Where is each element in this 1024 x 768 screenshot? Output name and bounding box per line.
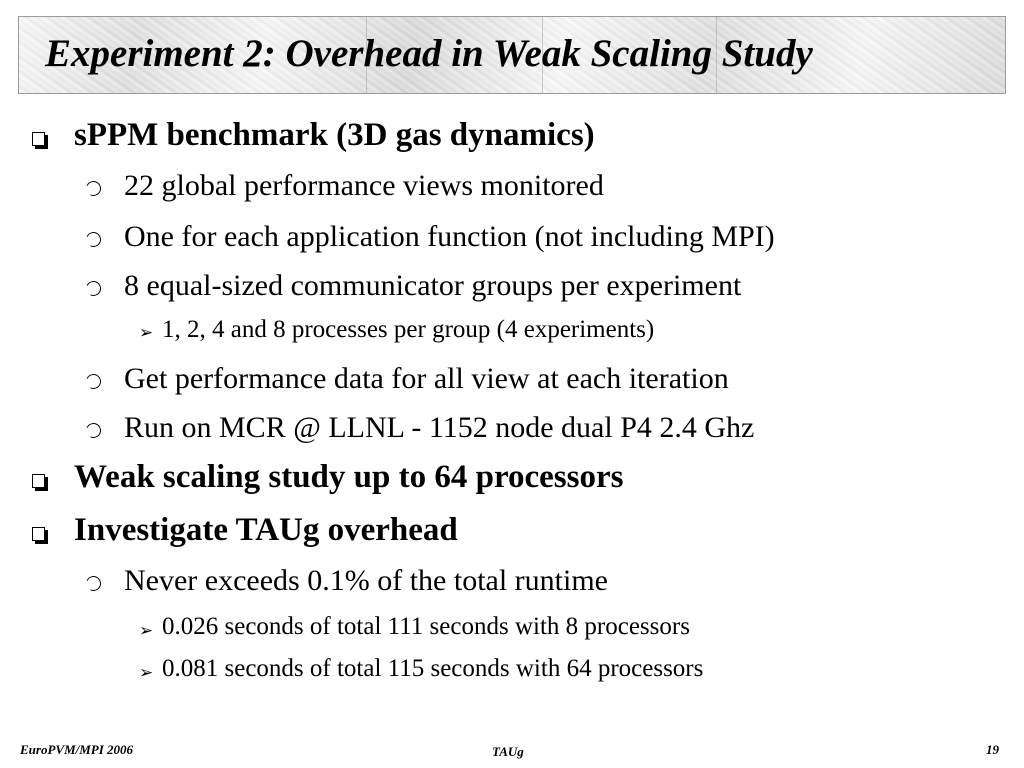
bullet-level-3: 0.081 seconds of total 115 seconds with 64 processors <box>162 655 704 682</box>
square-checkbox-bullet-icon <box>32 474 45 488</box>
open-circle-bullet-icon <box>84 279 103 298</box>
bullet-level-3: 0.026 seconds of total 111 seconds with 8 processors <box>162 613 690 640</box>
bullet-level-2: One for each application function (not including MPI) <box>124 220 775 253</box>
page-number: 19 <box>986 742 999 757</box>
bullet-level-2: Run on MCR @ LLNL - 1152 node dual P4 2.4 Ghz <box>124 411 755 444</box>
bullet-level-3: 1, 2, 4 and 8 processes per group (4 experiments) <box>162 316 655 343</box>
arrowhead-bullet-icon: ➢ <box>139 621 154 640</box>
arrowhead-bullet-icon: ➢ <box>139 323 154 342</box>
bullet-level-1: Investigate TAUg overhead <box>74 512 458 548</box>
bullet-level-2: 22 global performance views monitored <box>124 169 604 202</box>
open-circle-bullet-icon <box>84 179 103 198</box>
bullet-level-1: Weak scaling study up to 64 processors <box>74 459 624 495</box>
bullet-level-2: 8 equal-sized communicator groups per experiment <box>124 269 742 302</box>
bullet-level-2: Get performance data for all view at each iteration <box>124 362 729 395</box>
bullet-level-2: Never exceeds 0.1% of the total runtime <box>124 564 608 597</box>
arrowhead-bullet-icon: ➢ <box>139 663 154 682</box>
footer-conference: EuroPVM/MPI 2006 <box>20 742 134 757</box>
square-checkbox-bullet-icon <box>32 132 45 146</box>
slide-title: Experiment 2: Overhead in Weak Scaling Study <box>45 32 813 75</box>
open-circle-bullet-icon <box>84 372 103 391</box>
open-circle-bullet-icon <box>84 421 103 440</box>
bullet-level-1: sPPM benchmark (3D gas dynamics) <box>74 117 595 153</box>
square-checkbox-bullet-icon <box>32 527 45 541</box>
open-circle-bullet-icon <box>84 574 103 593</box>
footer-topic: TAUg <box>492 744 524 759</box>
open-circle-bullet-icon <box>84 230 103 249</box>
